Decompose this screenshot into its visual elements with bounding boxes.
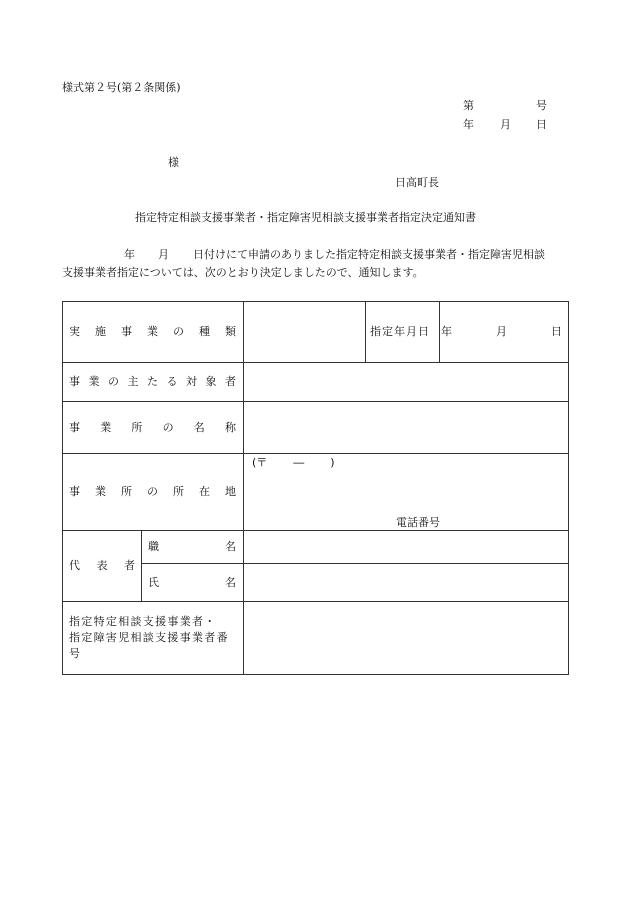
phone-number-label: 電話番号: [396, 516, 440, 529]
representative-name-value[interactable]: [244, 564, 569, 602]
issue-date-tsuki: 月: [500, 118, 511, 131]
office-name-value[interactable]: [244, 402, 569, 454]
table-row: [63, 602, 569, 675]
representative-name-label: 氏 名: [142, 564, 244, 602]
addressee-honorific: 様: [168, 156, 179, 169]
table-row: [63, 302, 569, 363]
document-title: 指定特定相談支援事業者・指定障害児相談支援事業者指定決定通知書: [135, 211, 476, 224]
designation-date-value[interactable]: 年 月 日: [440, 302, 569, 363]
target-users-value[interactable]: [244, 363, 569, 402]
representative-label: 代 表 者: [63, 531, 142, 602]
business-type-value[interactable]: [244, 302, 366, 363]
table-row: [63, 363, 569, 402]
representative-position-label: 職 名: [142, 531, 244, 564]
body-year: 年: [124, 248, 135, 261]
document-number-dai: 第: [463, 99, 474, 112]
business-type-label: 実 施 事 業 の 種 類: [63, 302, 244, 363]
provider-number-label: 指定特定相談支援事業者・ 指定障害児相談支援事業者番号: [63, 602, 244, 675]
body-line1: 日付けにて申請のありました指定特定相談支援事業者・指定障害児相談: [193, 248, 545, 261]
representative-position-value[interactable]: [244, 531, 569, 564]
postal-code-field: (〒 ― ): [252, 456, 335, 469]
office-address-label: 事 業 所 の 所 在 地: [63, 454, 244, 531]
document-number-go: 号: [536, 99, 547, 112]
issue-date-hi: 日: [536, 118, 547, 131]
table-row: [63, 454, 569, 531]
body-month: 月: [158, 248, 169, 261]
issue-date-nen: 年: [463, 118, 474, 131]
office-name-label: 事 業 所 の 名 称: [63, 402, 244, 454]
body-line2: 支援事業者指定については、次のとおり決定しましたので、通知します。: [62, 266, 424, 279]
provider-number-value[interactable]: [244, 602, 569, 675]
form-number: 様式第２号(第２条関係): [62, 81, 181, 94]
table-row: [63, 531, 569, 564]
designation-date-label: 指定年月日: [366, 302, 440, 363]
sender-name: 日高町長: [395, 176, 439, 189]
office-address-value[interactable]: [244, 454, 569, 531]
table-row: [63, 402, 569, 454]
application-form-table: [62, 301, 569, 675]
target-users-label: 事 業 の 主 た る 対 象 者: [63, 363, 244, 402]
